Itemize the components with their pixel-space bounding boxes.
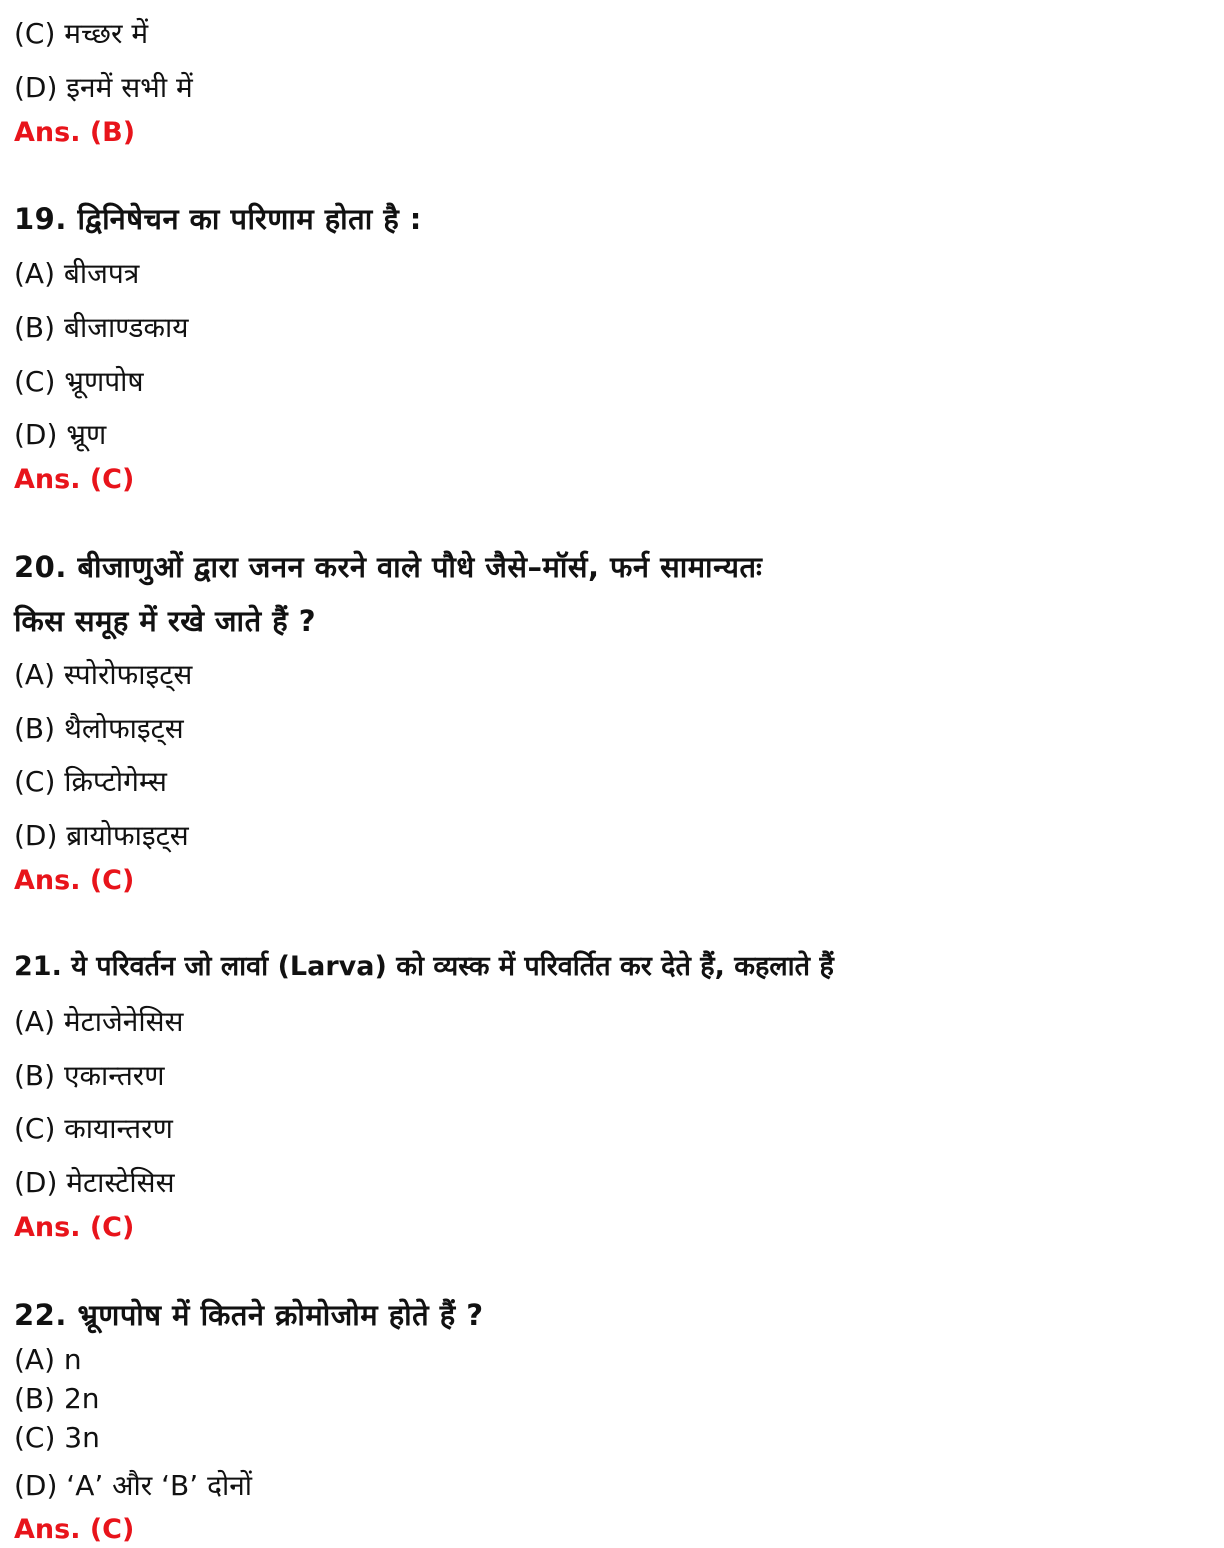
answer: Ans. (B) (14, 117, 136, 148)
option-b: (B) 2n (14, 1382, 100, 1415)
option-d: (D) ब्रायोफाइट्स (14, 819, 189, 852)
option-a: (A) स्पोरोफाइट्स (14, 658, 193, 691)
option-c: (C) भ्रूणपोष (14, 365, 144, 398)
option-d: (D) ‘A’ और ‘B’ दोनों (14, 1469, 252, 1502)
option-a: (A) मेटाजेनेसिस (14, 1005, 184, 1038)
question-20: 20. बीजाणुओं द्वारा जनन करने वाले पौधे जैसे–मॉर्स, फर्न सामान्यतः (14, 550, 763, 584)
option-c: (C) कायान्तरण (14, 1112, 173, 1145)
question-21: 21. ये परिवर्तन जो लार्वा (Larva) को व्यस्क में परिवर्तित कर देते हैं, कहलाते हैं (14, 951, 834, 982)
option-c: (C) 3n (14, 1421, 100, 1454)
option-b: (B) बीजाण्डकाय (14, 311, 189, 344)
option-d: (D) भ्रूण (14, 418, 107, 451)
question-19: 19. द्विनिषेचन का परिणाम होता है : (14, 202, 422, 236)
option-c: (C) मच्छर में (14, 17, 149, 50)
option-c: (C) क्रिप्टोगेम्स (14, 765, 167, 798)
option-d: (D) मेटास्टेसिस (14, 1166, 175, 1199)
answer: Ans. (C) (14, 1514, 135, 1545)
question-20-line-2: किस समूह में रखे जाते हैं ? (14, 604, 317, 638)
option-a: (A) बीजपत्र (14, 257, 140, 290)
question-22: 22. भ्रूणपोष में कितने क्रोमोजोम होते हैं ? (14, 1298, 484, 1332)
option-d: (D) इनमें सभी में (14, 71, 193, 104)
option-b: (B) थैलोफाइट्स (14, 712, 184, 745)
option-a: (A) n (14, 1343, 82, 1376)
answer: Ans. (C) (14, 865, 135, 896)
answer: Ans. (C) (14, 1212, 135, 1243)
answer: Ans. (C) (14, 464, 135, 495)
option-b: (B) एकान्तरण (14, 1059, 165, 1092)
